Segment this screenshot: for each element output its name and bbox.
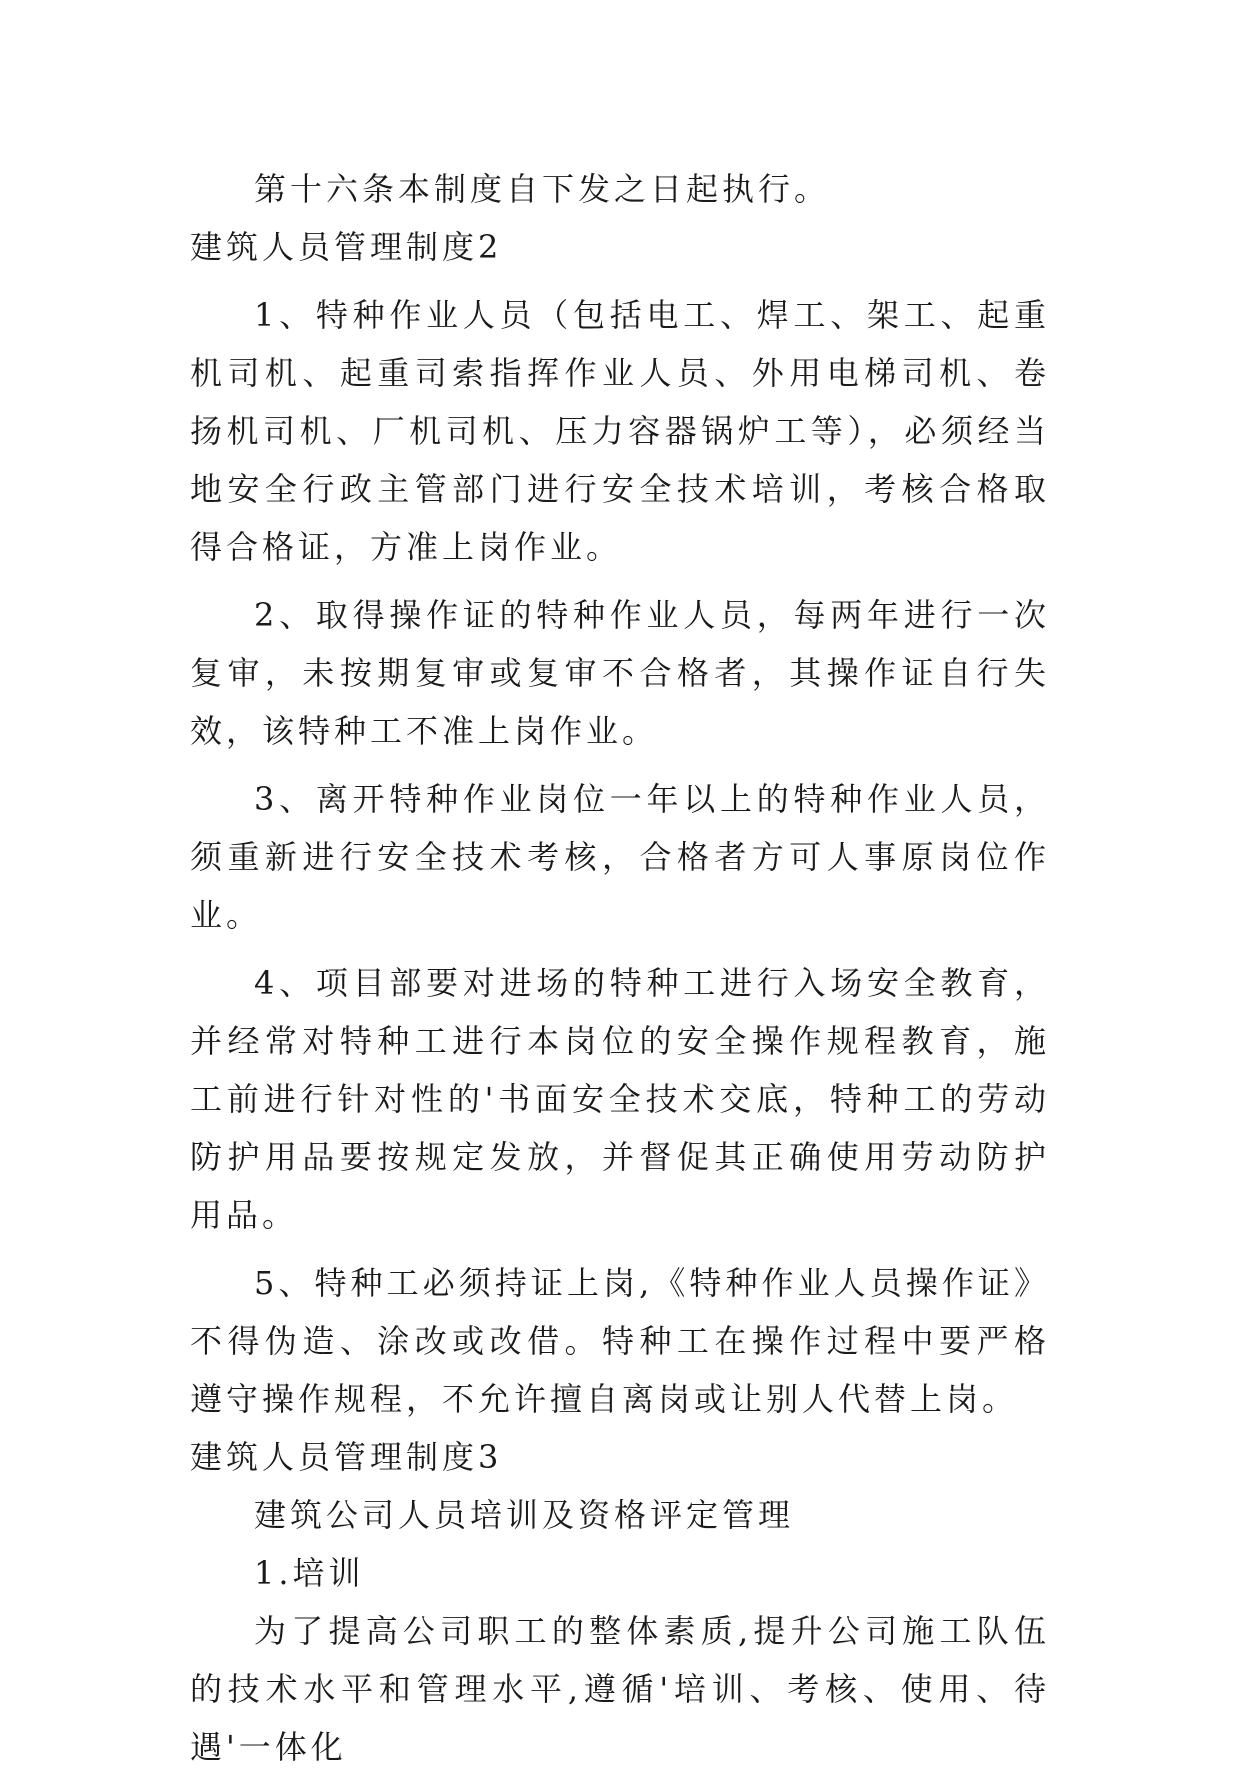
paragraph-article-16: 第十六条本制度自下发之日起执行。 (254, 170, 831, 208)
paragraph-item-5: 5、特种工必须持证上岗,《特种作业人员操作证》不得伪造、涂改或改借。特种工在操作过程中要严格遵守操作规程，不允许擅自离岗或让别人代替上岗。 (190, 1264, 1050, 1418)
section-heading-2: 建筑人员管理制度2 (190, 228, 503, 266)
paragraph-item-2: 2、取得操作证的特种作业人员，每两年进行一次复审，未按期复审或复审不合格者，其操作证自行失效，该特种工不准上岗作业。 (190, 596, 1050, 750)
paragraph-training-body: 为了提高公司职工的整体素质,提升公司施工队伍的技术水平和管理水平,遵循'培训、考核、使用、待遇'一体化 (190, 1612, 1050, 1766)
paragraph-item-1: 1、特种作业人员（包括电工、焊工、架工、起重机司机、起重司索指挥作业人员、外用电梯司机、卷扬机司机、厂机司机、压力容器锅炉工等），必须经当地安全行政主管部门进行安全技术培训，考核合格取得合格证，方准上岗作业。 (190, 296, 1050, 566)
section-heading-3: 建筑人员管理制度3 (190, 1438, 503, 1476)
document-body (190, 160, 1050, 1776)
paragraph-training-heading: 1.培训 (254, 1554, 365, 1592)
paragraph-item-3: 3、离开特种作业岗位一年以上的特种作业人员，须重新进行安全技术考核，合格者方可人事原岗位作业。 (190, 780, 1050, 934)
paragraph-subtitle: 建筑公司人员培训及资格评定管理 (254, 1496, 795, 1534)
paragraph-item-4: 4、项目部要对进场的特种工进行入场安全教育，并经常对特种工进行本岗位的安全操作规程教育，施工前进行针对性的'书面安全技术交底，特种工的劳动防护用品要按规定发放，并督促其正确使用劳动防护用品。 (190, 964, 1050, 1234)
